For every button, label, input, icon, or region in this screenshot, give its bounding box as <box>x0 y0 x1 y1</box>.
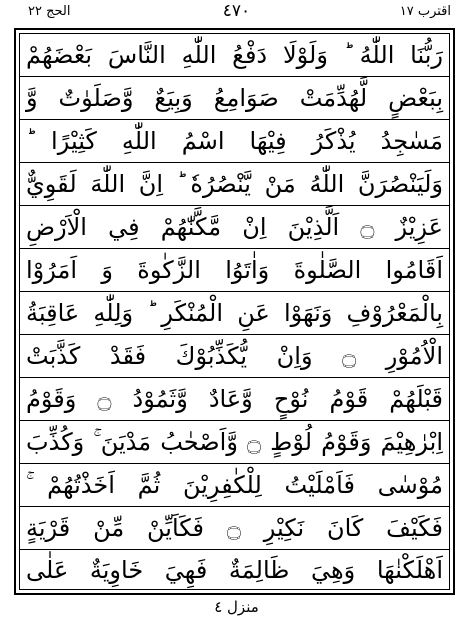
text-line: وَلَيَنْصُرَنَّ اللّٰهُ مَنْ يَّنْصُرُهٗ ؕ اِنَّ اللّٰهَ لَقَوِيٌّ <box>26 170 443 198</box>
text-line: بِالْمَعْرُوْفِ وَنَهَوْا عَنِ الْمُنْكَرِ ؕ وَلِلّٰهِ عَاقِبَةُ <box>26 299 443 327</box>
text-line: مَسٰجِدُ يُذْكَرُ فِيْهَا اسْمُ اللّٰهِ كَثِيْرًا ؕ <box>26 127 443 155</box>
page-number: ٤٧٠ <box>222 1 251 21</box>
manzil-marker: منزل ٤ <box>214 598 259 616</box>
page-header <box>0 0 473 26</box>
text-line: رَبُّنَا اللّٰهُ ؕ وَلَوْلَا دَفْعُ اللّٰهِ النَّاسَ بَعْضَهُمْ <box>26 41 443 69</box>
text-line: فَكَيْفَ كَانَ نَكِيْرِ ۝ فَكَاَيِّنْ مِّنْ قَرْيَةٍ <box>26 514 443 542</box>
text-line: اَقَامُوا الصَّلٰوةَ وَاٰتَوُا الزَّكٰوةَ وَ اَمَرُوْا <box>26 256 443 284</box>
text-line: عَزِيْزٌ ۝ اَلَّذِيْنَ اِنْ مَّكَّنّٰهُمْ فِي الْاَرْضِ <box>26 213 443 241</box>
surah-name: الحج ٢٢ <box>28 4 71 19</box>
text-line: بِبَعْضٍ لَّهُدِّمَتْ صَوَامِعُ وَبِيَعٌ وَّصَلَوٰتٌ وَّ <box>26 84 443 112</box>
text-line: مُوْسٰى فَاَمْلَيْتُ لِلْكٰفِرِيْنَ ثُمَّ اَخَذْتُهُمْ ۚ <box>26 471 443 499</box>
text-line: قَبْلَهُمْ قَوْمُ نُوْحٍ وَّعَادٌ وَّثَمُوْدُ ۝ وَقَوْمُ <box>26 385 444 413</box>
juz-name: اقترب ١٧ <box>399 4 451 19</box>
text-line: اَهْلَكْنٰهَا وَهِيَ ظَالِمَةٌ فَهِيَ خَاوِيَةٌ عَلٰى <box>26 556 443 584</box>
text-line: الْاُمُوْرِ ۝ وَاِنْ يُّكَذِّبُوْكَ فَقَدْ كَذَّبَتْ <box>26 342 443 370</box>
text-line: اِبْرٰهِيْمَ وَقَوْمُ لُوْطٍ ۝ وَّاَصْحٰبُ مَدْيَنَ ۚ وَكُذِّبَ <box>26 428 443 456</box>
